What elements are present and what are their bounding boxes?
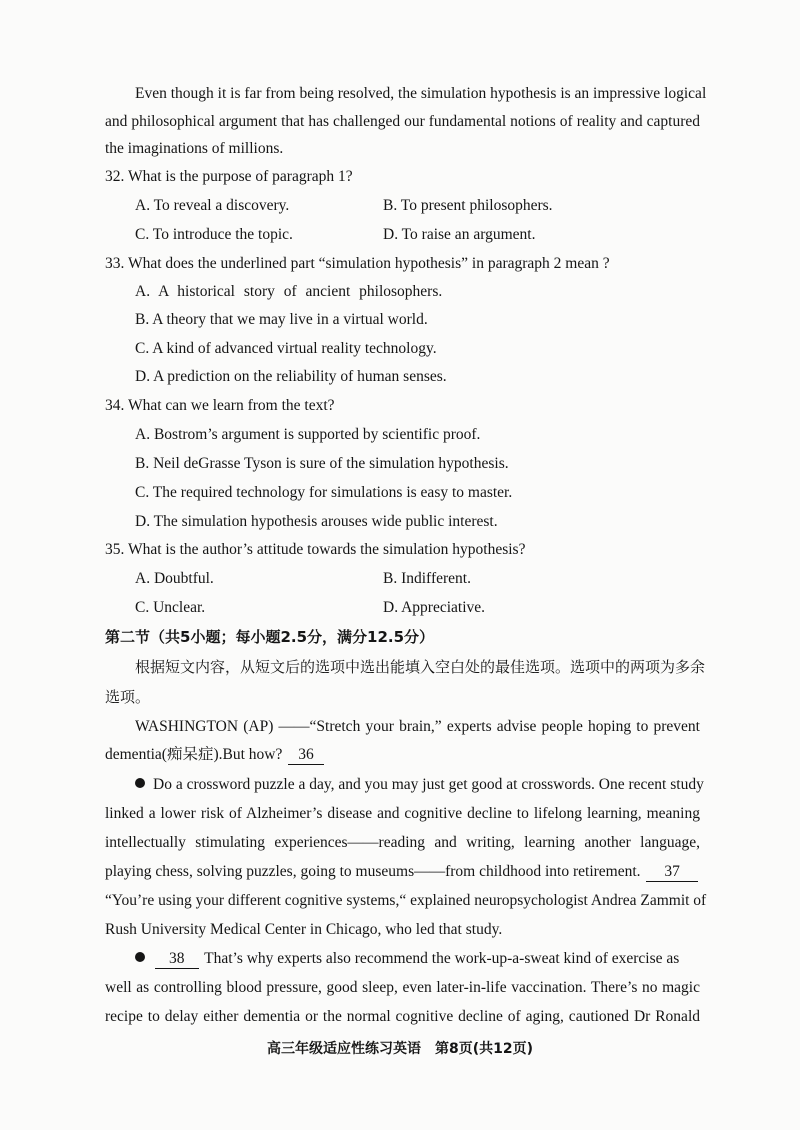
- q34-option-a: A. Bostrom’s argument is supported by scientific proof.: [135, 426, 481, 443]
- q33-option-c: C. A kind of advanced virtual reality technology.: [135, 340, 437, 357]
- article-line: [135, 949, 700, 969]
- section-instruction: 选项。: [105, 688, 151, 706]
- q32-option-d: D. To raise an argument.: [383, 226, 536, 243]
- article-line: well as controlling blood pressure, good sleep, even later-in-life vaccination. There’s no magic: [105, 979, 700, 996]
- section-instruction: 根据短文内容，从短文后的选项中选出能填入空白处的最佳选项。选项中的两项为多余: [135, 658, 706, 676]
- passage-line: Even though it is far from being resolved, the simulation hypothesis is an impressive logical: [135, 85, 707, 102]
- q33-option-b: B. A theory that we may live in a virtual world.: [135, 311, 428, 328]
- article-line: Rush University Medical Center in Chicago, who led that study.: [105, 921, 503, 938]
- blank-37: 37: [646, 863, 698, 882]
- article-line: [135, 775, 704, 795]
- section-heading: 第二节（共5小题；每小题2.5分，满分12.5分）: [105, 628, 435, 646]
- article-text: Do a crossword puzzle a day, and you may just get good at crosswords. One recent study: [153, 776, 704, 793]
- page-footer: 高三年级适应性练习英语 第8页(共12页): [266, 1041, 534, 1057]
- q34-option-d: D. The simulation hypothesis arouses wide public interest.: [135, 513, 498, 530]
- question-32-stem: 32. What is the purpose of paragraph 1?: [105, 168, 353, 185]
- article-line: [105, 745, 700, 765]
- q35-option-d: D. Appreciative.: [383, 599, 486, 616]
- q32-option-c: C. To introduce the topic.: [135, 226, 293, 243]
- article-line: WASHINGTON (AP) ——“Stretch your brain,” experts advise people hoping to prevent: [135, 718, 700, 735]
- article-text: playing chess, solving puzzles, going to museums——from childhood into retirement.: [105, 863, 641, 880]
- bullet-icon: [135, 952, 145, 962]
- q34-option-b: B. Neil deGrasse Tyson is sure of the simulation hypothesis.: [135, 455, 509, 472]
- passage-line: and philosophical argument that has challenged our fundamental notions of reality and captured: [105, 113, 700, 130]
- question-33-stem: 33. What does the underlined part “simulation hypothesis” in paragraph 2 mean ?: [105, 255, 610, 272]
- article-text: That’s why experts also recommend the work-up-a-sweat kind of exercise as: [204, 950, 680, 967]
- question-34-stem: 34. What can we learn from the text?: [105, 397, 335, 414]
- passage-line: the imaginations of millions.: [105, 140, 284, 157]
- article-line: recipe to delay either dementia or the normal cognitive decline of aging, cautioned Dr Ronald: [105, 1008, 700, 1025]
- q33-option-a: A. A historical story of ancient philosophers.: [135, 283, 443, 300]
- q35-option-b: B. Indifferent.: [383, 570, 471, 587]
- q32-option-a: A. To reveal a discovery.: [135, 197, 290, 214]
- article-text: dementia(痴呆症).But how?: [105, 746, 283, 763]
- article-line: [105, 862, 700, 882]
- bullet-icon: [135, 778, 145, 788]
- q35-option-c: C. Unclear.: [135, 599, 206, 616]
- q34-option-c: C. The required technology for simulations is easy to master.: [135, 484, 513, 501]
- question-35-stem: 35. What is the author’s attitude towards the simulation hypothesis?: [105, 541, 526, 558]
- q35-option-a: A. Doubtful.: [135, 570, 214, 587]
- q33-option-d: D. A prediction on the reliability of human senses.: [135, 368, 447, 385]
- blank-38: 38: [155, 950, 199, 969]
- article-line: intellectually stimulating experiences——reading and writing, learning another language,: [105, 834, 700, 851]
- article-line: linked a lower risk of Alzheimer’s disease and cognitive decline to lifelong learning, meaning: [105, 805, 700, 822]
- q32-option-b: B. To present philosophers.: [383, 197, 553, 214]
- article-line: “You’re using your different cognitive systems,“ explained neuropsychologist Andrea Zammit of: [105, 892, 707, 909]
- blank-36: 36: [288, 746, 324, 765]
